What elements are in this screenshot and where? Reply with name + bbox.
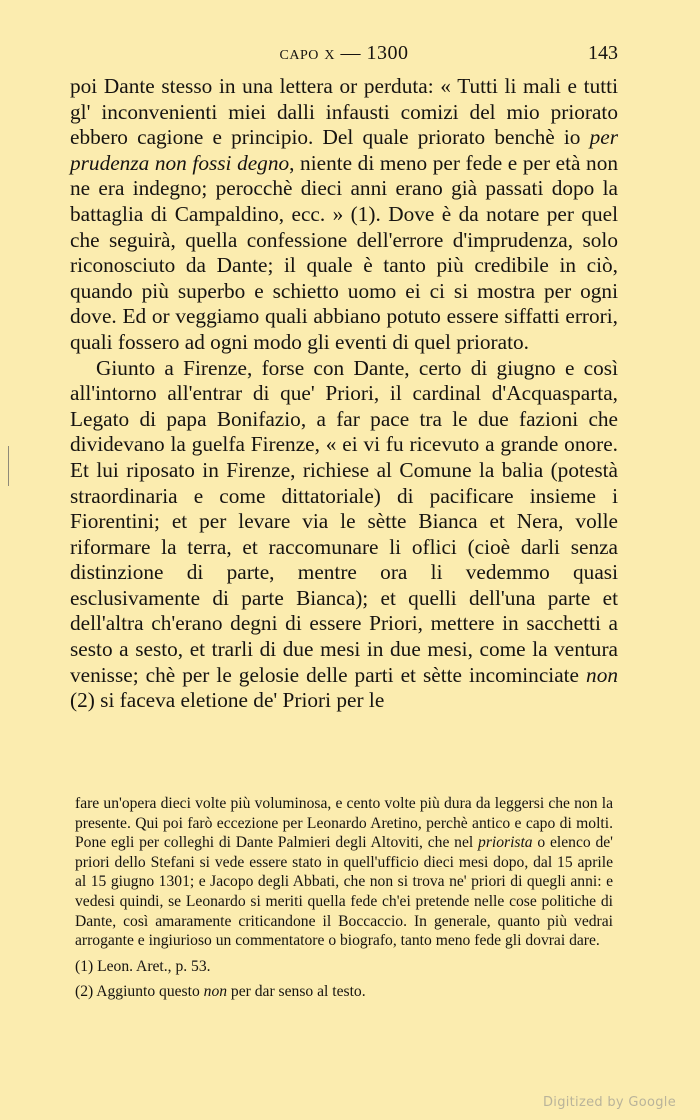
running-title: capo x — 1300	[279, 42, 409, 64]
margin-mark	[8, 446, 9, 486]
italic-run: non	[586, 662, 618, 687]
text-run: (2) si faceva eletione de' Priori per le	[70, 688, 385, 713]
italic-run: non	[203, 983, 228, 1001]
footnote-1: (1) Leon. Aret., p. 53.	[75, 957, 211, 975]
text-run: Giunto a Firenze, forse con Dante, certo di giugno e così all'intorno all'entrar di que' Priori, il cardinal d'Acquasparta, Legato di papa Bonifazio, a far pace tra le due fazioni che dividevano la guelfa Firenze, « ei vi fu ricevuto a grande onore. Et lui riposato in Firenze, richiese al Comune la balia (potestà straordinaria e come dittatoriale) di pacificare insieme i Fiorentini; et per levare via le sètte Bianca et Nera, volle riformare la terra, et raccomunare li oflici (cioè darli senza distinzione di parte, mentre ora li vedemmo quasi esclusivamente di parte Bianca); et quelli dell'una parte et dell'altra ch'erano degni di essere Priori, mettere in sacchetti a sesto a sesto, et trarli di due mesi in due mesi, come la ventura venisse; chè per le gelosie delle parti et sètte incominciate	[70, 355, 618, 687]
footnote-2	[75, 982, 613, 1002]
text-run: poi Dante stesso in una lettera or perduta: « Tutti li mali e tutti gl' inconvenienti miei dalli infausti comizi del mio priorato ebbero cagione e principio. Del quale priorato benchè io	[70, 74, 618, 150]
italic-run: per prudenza non fossi degno	[70, 125, 618, 175]
page-number: 143	[588, 42, 618, 64]
body-paragraph-2	[70, 356, 618, 714]
main-text	[70, 74, 618, 714]
text-run: o elenco de' priori dello Stefani si vede essere stato in quell'ufficio dieci mesi dopo, dal 15 aprile al 15 giugno 1301; e Jacopo degli Abbati, che non si trova ne' priori di quegli anni: e vedesi quindi, se Leonardo si meriti quella fede ch'ei pretende nelle cose politiche di Dante, così amaramente criticandone il Boccaccio. In generale, quanto più vedrai arrogante e ingiurioso un commentatore o biografo, tanto meno fede gli dovrai dare.	[75, 834, 613, 950]
footnotes	[75, 794, 613, 1002]
text-run: (2) Aggiunto questo	[75, 983, 204, 1001]
italic-run: priorista	[478, 834, 533, 852]
text-run: , niente di meno per fede e per età non ne era indegno; perocchè dieci anni erano già passati dopo la battaglia di Campaldino, ecc. » (1). Dove è da notare per quel che seguirà, quella confessione dell'errore d'imprudenza, solo riconosciuto da Dante; il quale è tanto più credibile in ciò, quando più superbo e schietto uomo ei ci si mostra per ogni dove. Ed or veggiamo quali abbiano potuto essere siffatti errori, quali fossero ad ogni modo gli eventi di quel priorato.	[70, 150, 618, 354]
running-head	[70, 42, 618, 74]
digitization-watermark: Digitized by Google	[542, 1095, 676, 1110]
footnote-continuation	[75, 794, 613, 951]
text-run: per dar senso al testo.	[227, 983, 366, 1001]
body-paragraph-1	[70, 74, 618, 356]
text-run: fare un'opera dieci volte più voluminosa, e cento volte più dura da leggersi che non la presente. Qui poi farò eccezione per Leonardo Aretino, perchè antico e capo di molti. Pone egli per colleghi di Dante Palmieri degli Altoviti, che nel	[75, 795, 613, 852]
